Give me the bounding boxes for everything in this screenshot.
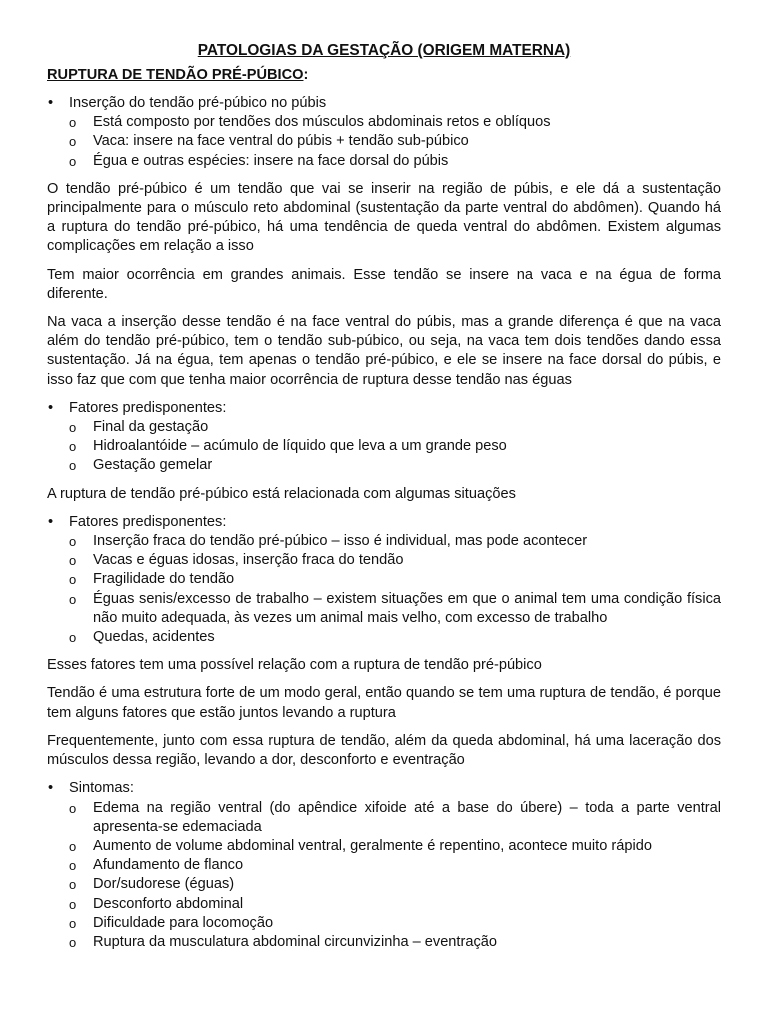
paragraph: Na vaca a inserção desse tendão é na face ventral do púbis, mas a grande diferença é que na vaca além do tendão pré-púbico, tem o tendão sub-púbico, ou seja, na vaca tem dois tendões dando essa sustentação. Já na égua, tem apenas o tendão pré-púbico, e ele se insere na face dorsal do púbis, e isso faz que com que tenha maior ocorrência de ruptura desse tendão nas éguas <box>47 314 721 388</box>
bullet-text: Sintomas: <box>69 780 134 797</box>
sub-item: o Éguas senis/excesso de trabalho – existem situações em que o animal tem uma condição física não muito adequada, às vezes um animal mais velho, com excesso de trabalho <box>69 590 721 628</box>
insertion-list <box>47 94 721 171</box>
sub-item: o Ruptura da musculatura abdominal circunvizinha – eventração <box>69 933 721 952</box>
section-heading-text: RUPTURA DE TENDÃO PRÉ-PÚBICO <box>47 67 304 83</box>
sub-item: o Aumento de volume abdominal ventral, geralmente é repentino, acontece muito rápido <box>69 837 721 856</box>
paragraph: Tendão é uma estrutura forte de um modo geral, então quando se tem uma ruptura de tendão, é porque tem alguns fatores que estão juntos levando a ruptura <box>47 685 721 721</box>
sub-item: o Vacas e éguas idosas, inserção fraca do tendão <box>69 551 721 570</box>
sub-item: o Vaca: insere na face ventral do púbis + tendão sub-púbico <box>69 132 721 151</box>
sub-item: o Dificuldade para locomoção <box>69 914 721 933</box>
sub-list <box>69 418 721 476</box>
bullet-text: Inserção do tendão pré-púbico no púbis <box>69 95 327 111</box>
sub-list <box>69 532 721 647</box>
predisposing-factors-list-2 <box>47 513 721 647</box>
sub-item: o Desconforto abdominal <box>69 895 721 914</box>
bullet-item <box>47 399 721 476</box>
section-heading <box>47 65 721 85</box>
bullet-item <box>47 779 721 952</box>
predisposing-factors-list-1 <box>47 399 721 476</box>
bullet-item <box>47 94 721 171</box>
sub-item: o Gestação gemelar <box>69 456 721 475</box>
sub-item: o Hidroalantóide – acúmulo de líquido que leva a um grande peso <box>69 437 721 456</box>
sub-list <box>69 799 721 953</box>
sub-item: o Final da gestação <box>69 418 721 437</box>
bullet-text: Fatores predisponentes: <box>69 399 227 416</box>
symptoms-list <box>47 779 721 952</box>
paragraph: O tendão pré-púbico é um tendão que vai se inserir na região de púbis, e ele dá a sustentação principalmente para o músculo reto abdominal (sustentação da parte ventral do abdômen). Quando há a ruptura do tendão pré-púbico, há uma tendência de queda ventral do abdômen. Existem algumas complicações em relação a isso <box>47 180 721 255</box>
sub-item: o Fragilidade do tendão <box>69 570 721 589</box>
paragraph: Esses fatores tem uma possível relação com a ruptura de tendão pré-púbico <box>47 657 542 674</box>
sub-item: o Quedas, acidentes <box>69 628 721 647</box>
sub-item: o Inserção fraca do tendão pré-púbico – isso é individual, mas pode acontecer <box>69 532 721 551</box>
sub-item: o Dor/sudorese (éguas) <box>69 875 721 894</box>
document-title: PATOLOGIAS DA GESTAÇÃO (ORIGEM MATERNA) <box>197 42 571 59</box>
bullet-item <box>47 513 721 647</box>
paragraph: A ruptura de tendão pré-púbico está relacionada com algumas situações <box>47 485 516 502</box>
paragraph: Frequentemente, junto com essa ruptura de tendão, além da queda abdominal, há uma laceração dos músculos dessa região, levando a dor, desconforto e eventração <box>47 732 721 769</box>
sub-item: o Afundamento de flanco <box>69 856 721 875</box>
sub-item: o Edema na região ventral (do apêndice xifoide até a base do úbere) – toda a parte ventral apresenta-se edemaciada <box>69 799 721 837</box>
bullet-text: Fatores predisponentes: <box>69 513 227 530</box>
sub-item: o Égua e outras espécies: insere na face dorsal do púbis <box>69 152 721 171</box>
sub-list <box>69 113 721 171</box>
section-heading-colon: : <box>303 67 309 83</box>
sub-item: o Está composto por tendões dos músculos abdominais retos e oblíquos <box>69 113 721 132</box>
paragraph: Tem maior ocorrência em grandes animais. Esse tendão se insere na vaca e na égua de forma diferente. <box>47 266 721 302</box>
